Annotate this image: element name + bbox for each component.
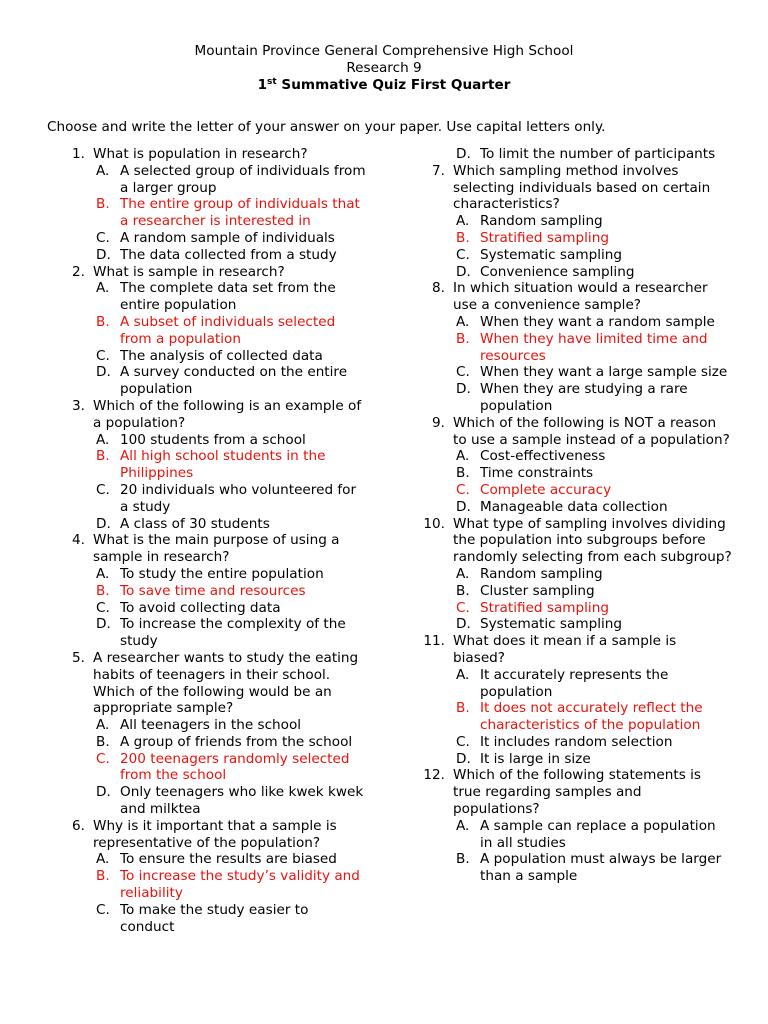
option-text: Convenience sampling <box>480 263 635 280</box>
option-letter: C. <box>456 733 470 750</box>
option-text: The analysis of collected data <box>120 347 323 364</box>
question-item <box>422 280 732 314</box>
question-item <box>422 767 732 817</box>
option-text: When they want a random sample <box>480 313 715 330</box>
question-text: Which of the following is an example of a population? <box>93 397 362 431</box>
option-text: It is large in size <box>480 750 591 767</box>
answer-option <box>62 717 367 734</box>
answer-option <box>62 482 367 516</box>
question-number: 4. <box>72 532 85 549</box>
title-ordinal-number: 1 <box>257 76 268 93</box>
answer-option <box>62 432 367 449</box>
option-text: A class of 30 students <box>120 515 270 532</box>
question-text: What is sample in research? <box>93 263 285 280</box>
question-number: 2. <box>72 263 85 280</box>
question-number: 7. <box>432 162 445 179</box>
option-letter: A. <box>456 313 470 330</box>
answer-option <box>62 734 367 751</box>
option-text: When they want a large sample size <box>480 364 728 381</box>
right-question-column <box>422 146 732 885</box>
answer-option <box>422 247 732 264</box>
option-letter: D. <box>456 498 471 515</box>
answer-option <box>422 616 732 633</box>
option-letter: A. <box>96 851 110 868</box>
option-letter: D. <box>96 246 111 263</box>
option-letter: C. <box>96 901 110 918</box>
option-letter: C. <box>96 347 110 364</box>
question-text: Which of the following is NOT a reason to use a sample instead of a population? <box>453 414 730 448</box>
option-letter: B. <box>456 851 470 868</box>
answer-option <box>422 448 732 465</box>
option-letter: B. <box>96 582 110 599</box>
question-number: 8. <box>432 280 445 297</box>
option-text: Only teenagers who like kwek kwek and milktea <box>120 784 364 818</box>
option-text: When they have limited time and resources <box>480 330 708 364</box>
option-letter: B. <box>96 733 110 750</box>
option-letter: D. <box>456 750 471 767</box>
option-letter: D. <box>96 784 111 801</box>
answer-option <box>62 364 367 398</box>
subject-name: Research 9 <box>346 59 422 76</box>
option-text: To limit the number of participants <box>480 146 716 162</box>
question-item <box>422 415 732 449</box>
question-text: Why is it important that a sample is representative of the population? <box>93 817 337 851</box>
question-text: Which of the following statements is true regarding samples and populations? <box>453 767 701 818</box>
option-letter: B. <box>456 465 470 482</box>
option-letter: B. <box>456 229 470 246</box>
option-text: A random sample of individuals <box>120 229 335 246</box>
correct-answer-option <box>62 448 367 482</box>
option-letter: B. <box>456 582 470 599</box>
answer-option <box>422 213 732 230</box>
quiz-title <box>0 77 768 94</box>
answer-option <box>422 583 732 600</box>
question-number: 5. <box>72 649 85 666</box>
option-text: When they are studying a rare population <box>480 381 688 414</box>
option-letter: C. <box>456 364 470 381</box>
option-letter: D. <box>456 616 471 633</box>
quiz-header <box>0 43 768 93</box>
correct-answer-option <box>62 751 367 785</box>
option-text: A sample can replace a population in all studies <box>480 817 716 851</box>
option-text: A subset of individuals selected from a population <box>120 313 336 347</box>
option-text: A selected group of individuals from a larger group <box>120 162 366 196</box>
option-letter: A. <box>456 448 470 465</box>
question-item <box>62 532 367 566</box>
option-text: Random sampling <box>480 565 603 582</box>
question-item <box>422 516 732 566</box>
answer-option <box>422 264 732 281</box>
option-letter: C. <box>96 229 110 246</box>
option-text: Stratified sampling <box>480 599 609 616</box>
option-letter: A. <box>456 213 470 230</box>
option-text: The complete data set from the entire population <box>120 280 336 314</box>
answer-option <box>422 314 732 331</box>
question-number: 10. <box>423 515 445 532</box>
option-text: To ensure the results are biased <box>120 851 337 868</box>
school-name: Mountain Province General Comprehensive High School <box>194 43 574 59</box>
answer-option <box>422 465 732 482</box>
question-number: 1. <box>72 146 85 162</box>
correct-answer-option <box>422 482 732 499</box>
answer-option <box>422 667 732 701</box>
option-text: Random sampling <box>480 213 603 230</box>
option-letter: C. <box>456 246 470 263</box>
question-item <box>62 818 367 852</box>
answer-option <box>422 734 732 751</box>
answer-option <box>62 616 367 650</box>
option-letter: B. <box>96 448 110 465</box>
answer-option <box>62 600 367 617</box>
option-letter: A. <box>96 280 110 297</box>
answer-option <box>422 381 732 415</box>
option-text: Complete accuracy <box>480 481 612 498</box>
question-number: 3. <box>72 397 85 414</box>
question-item <box>62 398 367 432</box>
option-text: The data collected from a study <box>120 246 337 263</box>
question-text: A researcher wants to study the eating habits of teenagers in their school. Which of the following would be an appropriate sample? <box>93 649 359 717</box>
option-letter: B. <box>456 330 470 347</box>
option-letter: D. <box>96 616 111 633</box>
answer-option <box>422 146 732 163</box>
option-letter: A. <box>96 717 110 734</box>
title-rest: Summative Quiz First Quarter <box>276 76 511 93</box>
question-number: 6. <box>72 817 85 834</box>
question-number: 9. <box>432 414 445 431</box>
answer-option <box>422 364 732 381</box>
option-letter: B. <box>96 868 110 885</box>
option-text: The entire group of individuals that a researcher is interested in <box>120 196 360 230</box>
answer-option <box>422 499 732 516</box>
question-number: 12. <box>423 767 445 784</box>
option-text: Cost-effectiveness <box>480 448 606 465</box>
option-text: To avoid collecting data <box>120 599 281 616</box>
option-letter: A. <box>456 565 470 582</box>
option-text: To save time and resources <box>120 582 306 599</box>
instructions: Choose and write the letter of your answer on your paper. Use capital letters only. <box>47 119 606 135</box>
option-letter: A. <box>456 666 470 683</box>
option-letter: D. <box>456 263 471 280</box>
question-number: 11. <box>423 633 445 650</box>
option-text: It includes random selection <box>480 733 673 750</box>
option-text: 100 students from a school <box>120 431 306 448</box>
option-text: It accurately represents the population <box>480 666 669 700</box>
option-letter: C. <box>96 481 110 498</box>
question-text: What is the main purpose of using a sample in research? <box>93 532 340 566</box>
option-text: A survey conducted on the entire population <box>120 364 348 398</box>
answer-option <box>422 566 732 583</box>
option-letter: A. <box>96 565 110 582</box>
option-text: Manageable data collection <box>480 498 668 515</box>
option-letter: B. <box>96 196 110 213</box>
correct-answer-option <box>422 230 732 247</box>
option-letter: A. <box>456 817 470 834</box>
title-ordinal-suffix: st <box>267 76 277 87</box>
correct-answer-option <box>62 314 367 348</box>
question-text: What does it mean if a sample is biased? <box>453 633 677 666</box>
answer-option <box>62 163 367 197</box>
question-item <box>62 146 367 163</box>
option-letter: B. <box>456 700 470 717</box>
option-text: 20 individuals who volunteered for a study <box>120 481 357 515</box>
option-text: Cluster sampling <box>480 582 595 599</box>
correct-answer-option <box>62 196 367 230</box>
option-letter: D. <box>456 381 471 398</box>
option-letter: C. <box>456 481 470 498</box>
answer-option <box>422 851 732 885</box>
option-letter: B. <box>96 313 110 330</box>
option-letter: C. <box>456 599 470 616</box>
option-text: Systematic sampling <box>480 246 623 263</box>
option-text: A population must always be larger than a sample <box>480 851 722 885</box>
correct-answer-option <box>422 331 732 365</box>
option-letter: D. <box>96 515 111 532</box>
answer-option <box>62 348 367 365</box>
option-text: 200 teenagers randomly selected from the school <box>120 750 350 784</box>
answer-option <box>62 516 367 533</box>
option-text: All teenagers in the school <box>120 717 302 734</box>
option-text: To study the entire population <box>120 565 324 582</box>
answer-option <box>62 280 367 314</box>
option-text: To increase the complexity of the study <box>120 616 346 650</box>
option-letter: D. <box>96 364 111 381</box>
option-letter: A. <box>96 431 110 448</box>
option-text: It does not accurately reflect the characteristics of the population <box>480 700 703 734</box>
option-text: Time constraints <box>480 465 594 482</box>
option-letter: C. <box>96 599 110 616</box>
option-letter: A. <box>96 162 110 179</box>
question-item <box>62 264 367 281</box>
option-text: To increase the study’s validity and reliability <box>120 868 360 902</box>
option-text: A group of friends from the school <box>120 733 353 750</box>
correct-answer-option <box>62 583 367 600</box>
answer-option <box>62 851 367 868</box>
question-text: What is population in research? <box>93 146 308 162</box>
answer-option <box>422 751 732 768</box>
answer-option <box>62 230 367 247</box>
left-question-column <box>62 146 367 935</box>
question-item <box>422 163 732 213</box>
answer-option <box>62 566 367 583</box>
option-letter: C. <box>96 750 110 767</box>
answer-option <box>62 247 367 264</box>
question-text: Which sampling method involves selecting individuals based on certain characteristics? <box>453 162 711 213</box>
option-text: All high school students in the Philippines <box>120 448 326 482</box>
question-text: What type of sampling involves dividing the population into subgroups before randomly selecting from each subgroup? <box>453 515 732 566</box>
question-text: In which situation would a researcher use a convenience sample? <box>453 280 708 314</box>
option-text: Stratified sampling <box>480 229 609 246</box>
answer-option <box>62 902 367 936</box>
option-text: To make the study easier to conduct <box>120 901 309 935</box>
correct-answer-option <box>422 700 732 734</box>
correct-answer-option <box>422 600 732 617</box>
correct-answer-option <box>62 868 367 902</box>
question-item <box>62 650 367 717</box>
option-letter: D. <box>456 146 471 162</box>
question-item <box>422 633 732 667</box>
answer-option <box>422 818 732 852</box>
option-text: Systematic sampling <box>480 616 623 633</box>
answer-option <box>62 784 367 818</box>
